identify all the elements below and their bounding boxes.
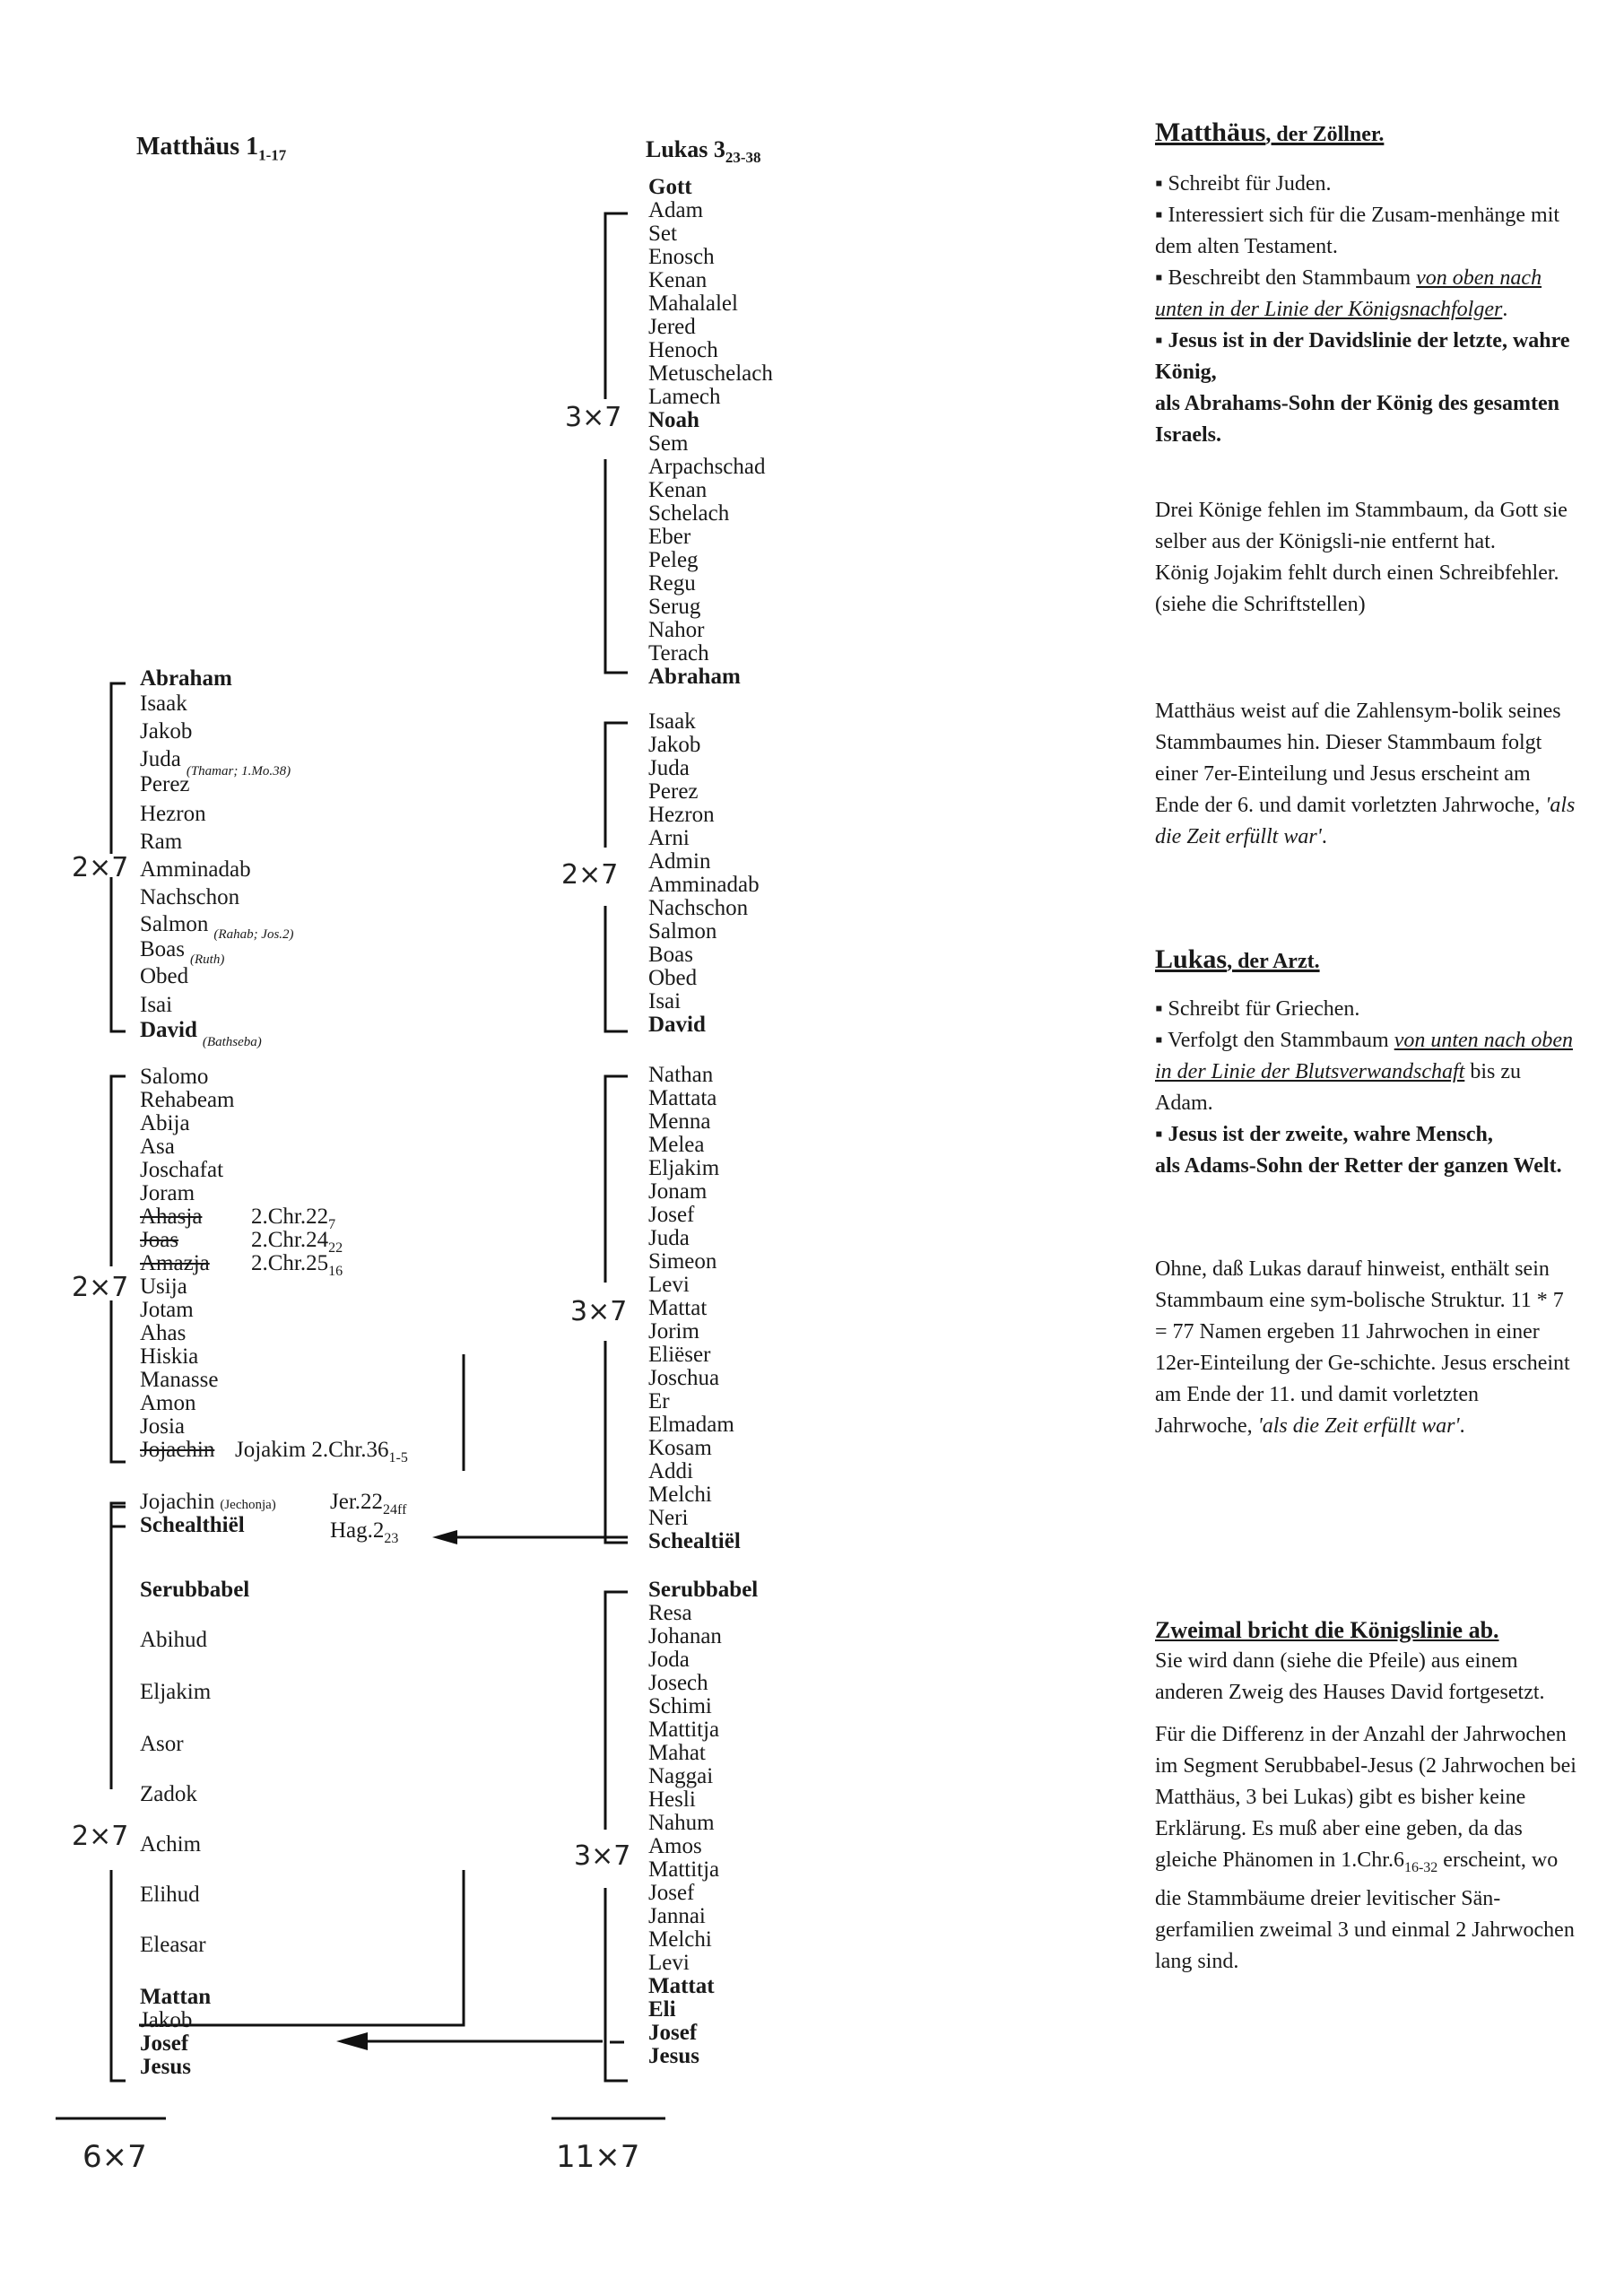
list-item: Er — [648, 1389, 670, 1413]
list-item: Amminadab — [648, 873, 760, 897]
list-item: Eleasar — [140, 1933, 206, 1957]
break-title: Zweimal bricht die Königslinie ab. — [1155, 1617, 1499, 1643]
list-item: Josef — [648, 2021, 698, 2045]
list-item: Perez — [140, 772, 190, 796]
count-label: 3×7 — [570, 1296, 628, 1327]
list-item: Admin — [648, 849, 711, 874]
scripture-ref: $Hag.2_{23}$ — [330, 1518, 399, 1546]
bullet: ▪ Schreibt für Griechen. — [1155, 997, 1360, 1021]
list-item: Usija — [140, 1274, 187, 1299]
count-label: 2×7 — [72, 1821, 129, 1852]
list-item: Nathan — [648, 1063, 714, 1087]
bullet: ▪ Beschreibt den Stammbaum von oben nach unten in der Linie der Königsnachfolger. — [1155, 266, 1542, 321]
list-item: Mattat — [648, 1974, 715, 1998]
list-item: Juda — [648, 1226, 690, 1250]
list-item: Noah — [648, 408, 699, 432]
list-item: Jotam — [140, 1298, 194, 1322]
count-label: 2×7 — [72, 852, 129, 883]
matthew-note-paragraph-2: Matthäus weist auf die Zahlensym-bolik seines Stammbaumes hin. Dieser Stammbaum folgt einer 7er-Einteilung und Jesus erscheint am Ende der 6. und damit vorletzten Jahrwoche, 'als die Zeit erfüllt war'. — [1155, 700, 1576, 848]
bullet: ▪ Verfolgt den Stammbaum von unten nach oben in der Linie der Blutsverwandschaft bis zu Adam. — [1155, 1029, 1573, 1115]
list-item: Levi — [648, 1951, 690, 1975]
scripture-ref: $2.Chr.25_{16}$ — [251, 1251, 343, 1279]
list-item: Enosch — [648, 245, 715, 269]
list-item: Joschafat — [140, 1158, 224, 1182]
list-item: Kosam — [648, 1436, 712, 1460]
list-item: Elmadam — [648, 1413, 734, 1437]
list-item: Nachschon — [648, 896, 749, 920]
list-item: Gott — [648, 175, 692, 199]
list-item: Isaak — [140, 691, 187, 716]
count-label: 2×7 — [561, 859, 619, 891]
list-item: Adam — [648, 198, 704, 222]
list-item: Mahat — [648, 1741, 706, 1765]
list-item: Hezron — [140, 802, 206, 826]
list-item: Mattat — [648, 1296, 708, 1320]
list-item: Josech — [648, 1671, 708, 1695]
bullet: ▪ Jesus ist in der Davidslinie der letzte, wahre König, — [1155, 329, 1570, 384]
list-item: Jojachin — [140, 1438, 215, 1462]
scripture-ref: $Jer.22_{24ff}$ — [330, 1490, 407, 1518]
list-item: Salomo — [140, 1065, 209, 1089]
list-item: Mattitja — [648, 1857, 720, 1882]
list-item: Manasse — [140, 1368, 219, 1392]
list-item: David — [648, 1013, 706, 1037]
list-item: Boas — [648, 943, 693, 967]
list-item: Elihud — [140, 1883, 200, 1907]
list-item: Addi — [648, 1459, 693, 1483]
list-item: Neri — [648, 1506, 689, 1530]
list-item: Regu — [648, 571, 696, 596]
list-item: Jesus — [648, 2044, 699, 2068]
list-item: Levi — [648, 1273, 690, 1297]
bullet: als Abrahams-Sohn der König des gesamten Israels. — [1155, 392, 1559, 447]
list-item: Set — [648, 222, 677, 246]
list-item: Isaak — [648, 709, 696, 734]
luke-header: Lukas $3_{23-38}$ — [646, 136, 761, 167]
list-item: Lamech — [648, 385, 721, 409]
list-item: Nachschon — [140, 885, 240, 909]
list-item: Asor — [140, 1732, 184, 1756]
list-item: Mattan — [140, 1985, 212, 2009]
list-item: Joas — [140, 1228, 179, 1252]
list-item: Josef — [648, 1203, 695, 1227]
luke-note-bullets — [1155, 994, 1576, 1182]
list-item: Eber — [648, 525, 691, 549]
total-label: 11×7 — [556, 2139, 640, 2175]
list-item: David $_{(Bathseba)}$ — [140, 1018, 262, 1049]
matthew-note-bullets — [1155, 169, 1576, 451]
break-note: Zweimal bricht die Königslinie ab. Sie wird dann (siehe die Pfeile) aus einem anderen Zweig des Hauses David fortgesetzt. Für die Differenz in der Anzahl der Jahrwochen im Segment Serubbabel-Jesus (2 Jahrwochen bei Matthäus, 3 bei Lukas) gibt es bisher keine Erklärung. Es muß aber eine geben, da das gleiche Phänomen in $1.Chr.6_{16-32}$ erscheint, wo die Stammbäume dreier levitischer Sän-gerfamilien zweimal 3 und einmal 2 Jahrwochen lang sind. — [1155, 1614, 1576, 1978]
list-item: Jered — [648, 315, 696, 339]
list-item: Ahasja — [140, 1205, 203, 1229]
list-item: Joram — [140, 1181, 195, 1205]
list-item: Boas $_{(Ruth)}$ — [140, 937, 225, 967]
list-item: Abihud — [140, 1628, 207, 1652]
list-item: Isai — [648, 989, 682, 1013]
list-item: Arni — [648, 826, 690, 850]
list-item: Melchi — [648, 1483, 712, 1507]
list-item: Jakob — [140, 2008, 193, 2032]
list-item: Kenan — [648, 478, 708, 502]
count-label: 2×7 — [72, 1272, 129, 1303]
list-item: Zadok — [140, 1782, 197, 1806]
list-item: Amon — [140, 1391, 196, 1415]
list-item: Peleg — [648, 548, 699, 572]
list-item: Schealthiël — [140, 1513, 245, 1537]
list-item: Juda $_{(Thamar; 1.Mo.38)}$ — [140, 747, 291, 778]
list-item: Jakob — [140, 719, 193, 744]
list-item: Melea — [648, 1133, 705, 1157]
list-item: Juda — [648, 756, 690, 780]
list-item: Amazja — [140, 1251, 210, 1275]
list-item: Jannai — [648, 1904, 706, 1928]
list-item: Jojachin (Jechonja) — [140, 1490, 276, 1514]
list-item: Hiskia — [140, 1344, 199, 1369]
list-item: Asa — [140, 1135, 175, 1159]
matthew-header: Matthäus $1_{1-17}$ — [136, 133, 287, 164]
list-item: Terach — [648, 641, 709, 665]
list-item: Sem — [648, 431, 689, 456]
list-item: Abija — [140, 1111, 190, 1135]
list-item: Melchi — [648, 1927, 712, 1952]
list-item: Obed — [140, 964, 189, 988]
list-item: Perez — [648, 779, 699, 804]
list-item: Jonam — [648, 1179, 708, 1204]
list-item: Josef — [140, 2031, 189, 2056]
list-item: Achim — [140, 1832, 202, 1857]
matthew-note-title: Matthäus, der Zöllner. — [1155, 117, 1385, 147]
list-item: Eli — [648, 1997, 676, 2022]
list-item: Schelach — [648, 501, 730, 526]
list-item: Abraham — [648, 665, 741, 689]
list-item: Abraham — [140, 666, 232, 691]
list-item: Amminadab — [140, 857, 251, 882]
list-item: Nahor — [648, 618, 705, 642]
list-item: Mattitja — [648, 1718, 720, 1742]
list-item: Jorim — [648, 1319, 699, 1344]
bullet: als Adams-Sohn der Retter der ganzen Welt. — [1155, 1154, 1562, 1178]
list-item: Henoch — [648, 338, 718, 362]
matthew-note-paragraph-1: Drei Könige fehlen im Stammbaum, da Gott sie selber aus der Königsli-nie entfernt hat. König Jojakim fehlt durch einen Schreibfehler. (siehe die Schriftstellen) — [1155, 499, 1568, 616]
list-item: Ram — [140, 830, 183, 854]
list-item: Salmon — [648, 919, 717, 944]
list-item: Ahas — [140, 1321, 187, 1345]
count-label: 3×7 — [574, 1840, 631, 1872]
list-item: Serubbabel — [648, 1578, 759, 1602]
list-item: Rehabeam — [140, 1088, 235, 1112]
list-item: Arpachschad — [648, 455, 766, 479]
list-item: Obed — [648, 966, 698, 990]
list-item: Jakob — [648, 733, 701, 757]
list-item: Schimi — [648, 1694, 712, 1718]
list-item: Simeon — [648, 1249, 717, 1274]
list-item: Jesus — [140, 2055, 191, 2079]
list-item: Schealtiël — [648, 1529, 741, 1553]
bullet: ▪ Interessiert sich für die Zusam-menhänge mit dem alten Testament. — [1155, 204, 1560, 258]
list-item: Nahum — [648, 1811, 715, 1835]
list-item: Serubbabel — [140, 1578, 250, 1602]
list-item: Joda — [648, 1648, 690, 1672]
list-item: Josef — [648, 1881, 695, 1905]
list-item: Josia — [140, 1414, 185, 1439]
bullet: ▪ Schreibt für Juden. — [1155, 172, 1332, 196]
luke-note-paragraph: Ohne, daß Lukas darauf hinweist, enthält sein Stammbaum eine sym-bolische Struktur. 11 * 7 = 77 Namen ergeben 11 Jahrwochen in einer 12er-Einteilung der Ge-schichte. Jesus erscheint am Ende der 11. und damit vorletzten Jahrwoche, 'als die Zeit erfüllt war'. — [1155, 1257, 1570, 1438]
scripture-ref: $2.Chr.22_7$ — [251, 1205, 336, 1232]
bullet: ▪ Jesus ist der zweite, wahre Mensch, — [1155, 1123, 1493, 1146]
list-item: Metuschelach — [648, 361, 773, 386]
list-item: Mattata — [648, 1086, 717, 1110]
list-item: Naggai — [648, 1764, 714, 1788]
list-item: Hezron — [648, 803, 715, 827]
list-item: Menna — [648, 1109, 711, 1134]
list-item: Johanan — [648, 1624, 722, 1648]
luke-note-title: Lukas, der Arzt. — [1155, 944, 1320, 974]
list-item: Eljakim — [140, 1680, 212, 1704]
list-item: Hesli — [648, 1787, 696, 1812]
list-item: Salmon $_{(Rahab; Jos.2)}$ — [140, 912, 294, 942]
list-item: Mahalalel — [648, 291, 738, 316]
list-item: Eljakim — [648, 1156, 720, 1180]
list-item: Resa — [648, 1601, 692, 1625]
total-label: 6×7 — [83, 2139, 147, 2175]
list-item: Joschua — [648, 1366, 720, 1390]
list-item: Amos — [648, 1834, 702, 1858]
list-item: Serug — [648, 595, 701, 619]
count-label: 3×7 — [565, 402, 622, 433]
scripture-ref: Jojakim $2.Chr.36_{1-5}$ — [235, 1438, 408, 1465]
scripture-ref: $2.Chr.24_{22}$ — [251, 1228, 343, 1256]
list-item: Isai — [140, 993, 173, 1017]
list-item: Eliëser — [648, 1343, 711, 1367]
list-item: Kenan — [648, 268, 708, 292]
